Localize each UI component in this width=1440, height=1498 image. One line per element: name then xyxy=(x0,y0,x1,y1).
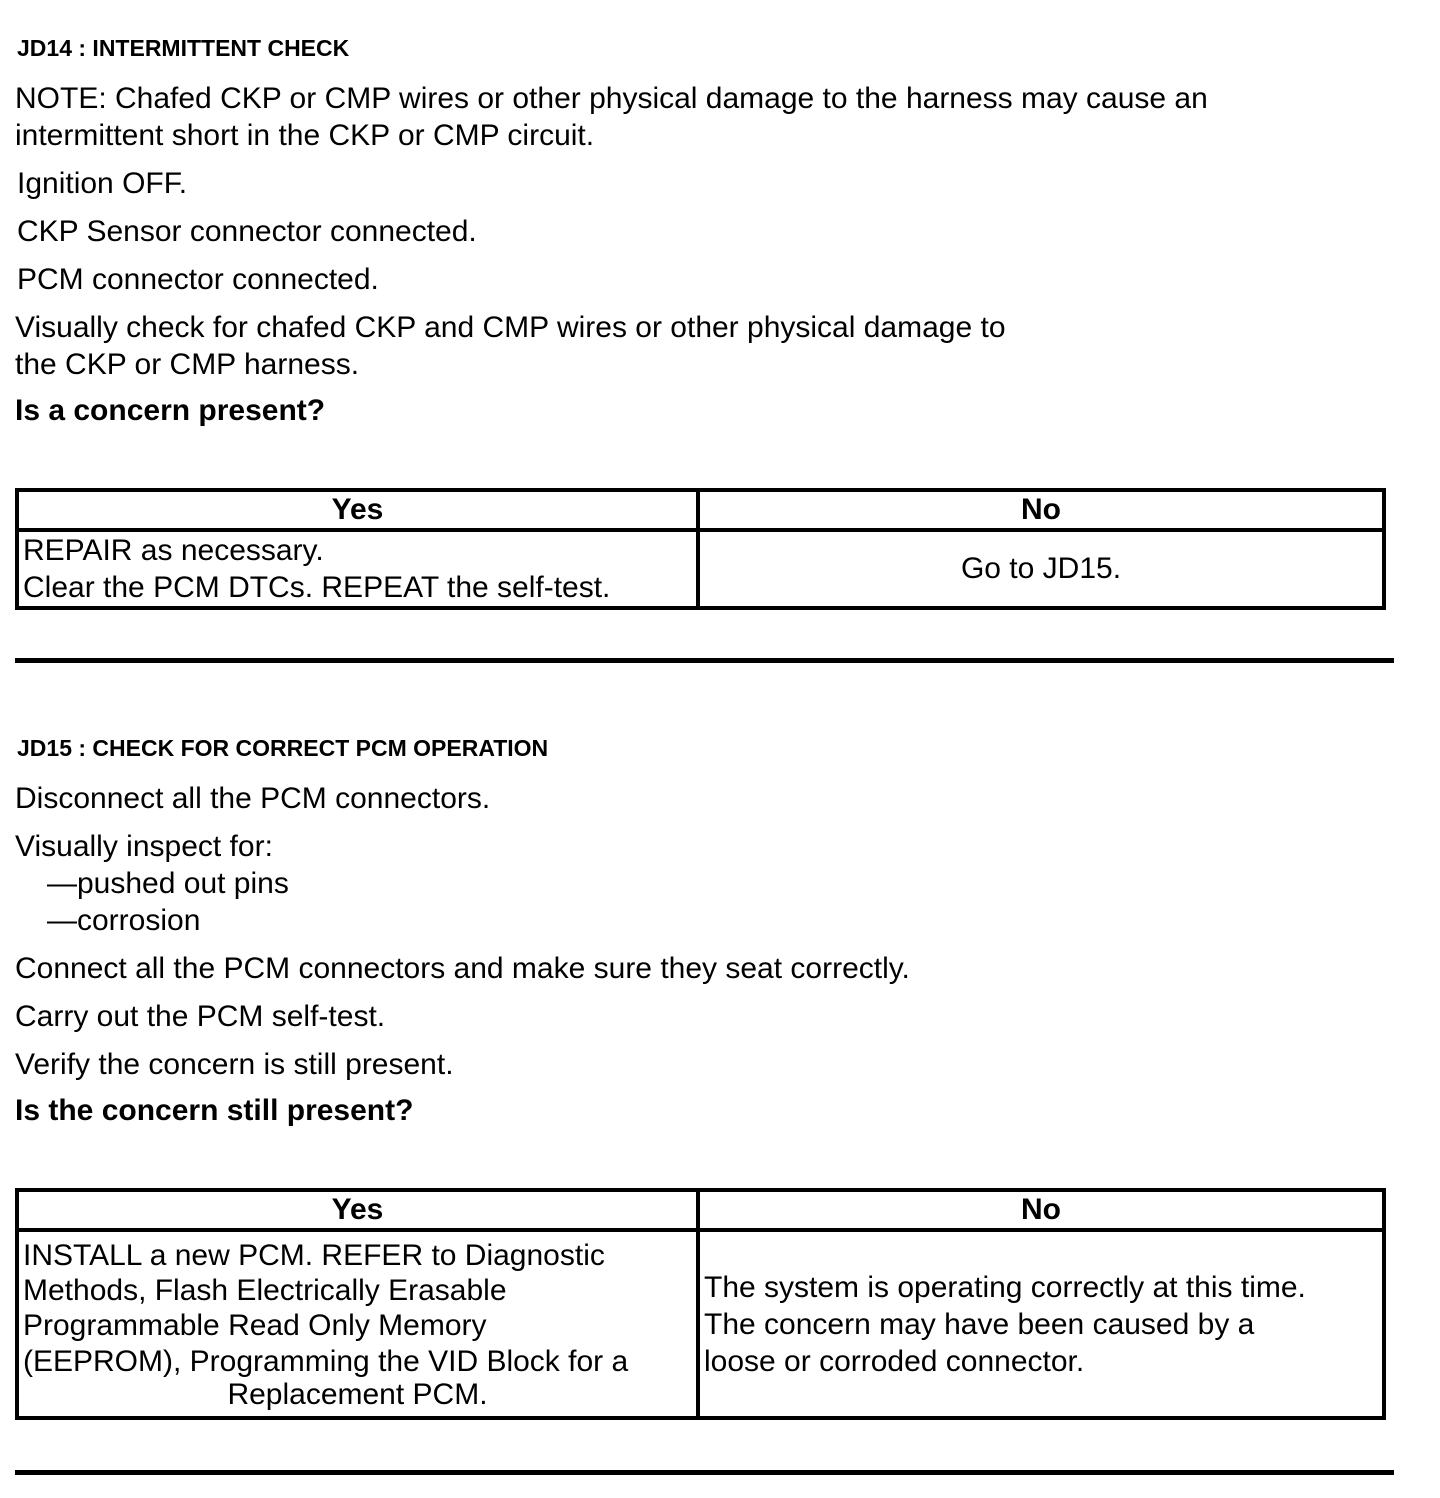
jd14-note-line1: NOTE: Chafed CKP or CMP wires or other physical damage to the harness may cause an xyxy=(15,82,1208,115)
jd14-yes-cell xyxy=(17,530,698,608)
jd15-no-line: The system is operating correctly at this time. xyxy=(704,1270,1306,1304)
jd14-yes-header: Yes xyxy=(17,490,698,530)
jd15-yes-line: Methods, Flash Electrically Erasable xyxy=(23,1274,507,1307)
jd14-step-visual-check-line1: Visually check for chafed CKP and CMP wires or other physical damage to xyxy=(15,311,1006,344)
jd15-step-inspect: Visually inspect for: xyxy=(15,830,273,863)
jd15-no-line: loose or corroded connector. xyxy=(704,1344,1085,1378)
jd15-no-cell xyxy=(698,1230,1384,1418)
jd14-heading: JD14 : INTERMITTENT CHECK xyxy=(17,35,350,61)
jd14-question: Is a concern present? xyxy=(15,394,326,427)
jd15-step-connect: Connect all the PCM connectors and make sure they seat correctly. xyxy=(15,952,910,985)
jd15-step-self-test: Carry out the PCM self-test. xyxy=(15,1000,386,1033)
jd14-no-cell: Go to JD15. xyxy=(698,530,1384,608)
jd14-no-header: No xyxy=(698,490,1384,530)
jd15-inspect-item-pins: —pushed out pins xyxy=(47,867,289,900)
jd15-no-header: No xyxy=(698,1190,1384,1230)
jd15-yes-line: Programmable Read Only Memory xyxy=(23,1309,487,1342)
jd14-yes-line: REPAIR as necessary. xyxy=(23,534,324,567)
jd15-yes-cell xyxy=(17,1230,698,1418)
jd15-yes-line: Replacement PCM. xyxy=(227,1378,488,1411)
jd14-step-pcm-connector: PCM connector connected. xyxy=(17,263,379,296)
jd15-yes-header: Yes xyxy=(17,1190,698,1230)
jd14-note-line2: intermittent short in the CKP or CMP circuit. xyxy=(15,119,595,152)
jd14-yes-no-table xyxy=(15,488,1386,610)
section-divider xyxy=(15,658,1394,663)
jd15-step-disconnect: Disconnect all the PCM connectors. xyxy=(15,782,491,815)
jd15-heading: JD15 : CHECK FOR CORRECT PCM OPERATION xyxy=(17,735,549,761)
jd14-step-visual-check-line2: the CKP or CMP harness. xyxy=(15,348,360,381)
jd15-inspect-item-corrosion: —corrosion xyxy=(47,904,201,937)
jd15-yes-line: (EEPROM), Programming the VID Block for a xyxy=(23,1345,629,1378)
section-divider xyxy=(15,1470,1394,1475)
jd14-yes-line: Clear the PCM DTCs. REPEAT the self-test. xyxy=(23,571,611,604)
jd14-step-ckp-connector: CKP Sensor connector connected. xyxy=(17,215,477,248)
jd15-yes-line: INSTALL a new PCM. REFER to Diagnostic xyxy=(23,1239,605,1272)
jd15-question: Is the concern still present? xyxy=(15,1094,414,1127)
jd15-no-line: The concern may have been caused by a xyxy=(704,1307,1255,1341)
jd15-yes-no-table xyxy=(15,1188,1386,1420)
jd15-step-verify: Verify the concern is still present. xyxy=(15,1048,454,1081)
jd14-step-ignition: Ignition OFF. xyxy=(17,167,188,200)
